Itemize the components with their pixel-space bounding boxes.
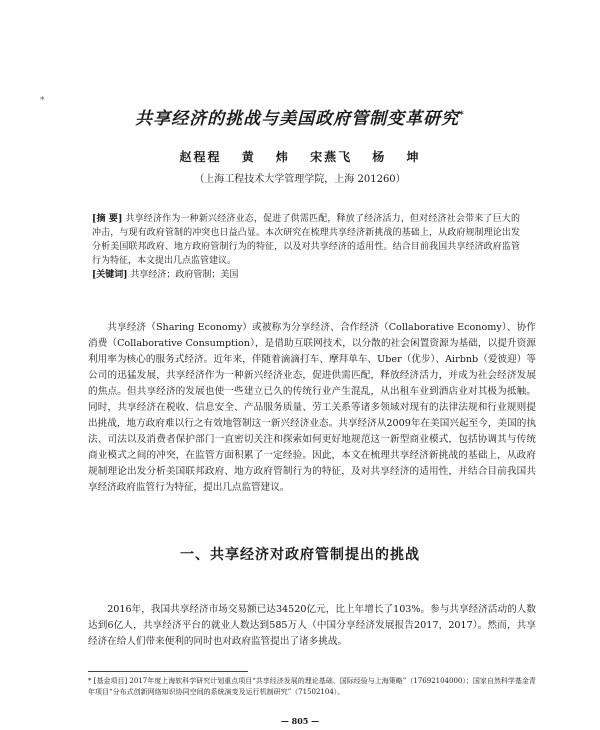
left-margin-mark: * [40, 96, 45, 106]
author-name: 赵程程 [179, 150, 222, 164]
abstract-paragraph [92, 212, 520, 268]
body-paragraph-intro: 共享经济（Sharing Economy）或被称为分享经济、合作经济（Collaborative Economy）、协作消费（Collaborative Consumption），是借助互联网技术，以分散的社会闲置资源为基础，以提升资源利用率为核心的服务式经济。近年来，伴随着滴滴打车、摩拜单车、Uber（优步）、Airbnb（爱彼迎）等公司的迅猛发展，共享经济作为一种新兴经济业态，促进供需匹配，释放经济活力，并成为社会经济发展的焦点。但共享经济的发展也使一些建立已久的传统行业产生混乱，从出租车业到酒店业对其极为抵触。同时，共享经济在税收、信息安全、产品服务质量、劳工关系等诸多领域对现有的法律法规和行业规则提出挑战，地方政府难以行之有效地管制这一新兴经济业态。共享经济从2009年在美国兴起至今，美国的执法、司法以及消费者保护部门一直密切关注和探索如何更好地规范这一新型商业模式，包括协调其与传统商业模式之间的冲突，在监管方面积累了一定经验。因此，本文在梳理共享经济新挑战的基础上，从政府规制理论出发分析美国联邦政府、地方政府管制行为的特征，及对共享经济的适用性，并结合目前我国共享经济政府监管行为特征，提出几点监管建议。 [88, 322, 536, 493]
body-paragraph-section1: 2016年，我国共享经济市场交易额已达34520亿元，比上年增长了103%。参与共享经济活动的人数达到6亿人，共享经济平台的就业人数达到585万人（中国分享经济发展报告2017，2017）。然而，共享经济在给人们带来便利的同时也对政府监管提出了诸多挑战。 [88, 604, 536, 647]
page-number: — 805 — [280, 716, 320, 726]
section-heading: 一、共享经济对政府管制提出的挑战 [180, 547, 420, 563]
keywords-line [92, 268, 520, 282]
affiliation: （上海工程技术大学管理学院，上海 201260） [194, 174, 406, 185]
keywords-text: 共享经济；政府管制；美国 [130, 270, 239, 280]
abstract-block [92, 212, 520, 282]
abstract-text: 共享经济作为一种新兴经济业态，促进了供需匹配，释放了经济活力，但对经济社会带来了巨大的冲击，与现有政府管制的冲突也日益凸显。本次研究在梳理共享经济新挑战的基础上，从政府规制理论出发分析美国联邦政府、地方政府管制行为的特征，以及对共享经济的适用性。结合目前我国共享经济政府监管行为特征，本文提出几点监管建议。 [92, 214, 520, 266]
author-name: 宋燕飞 [310, 150, 353, 164]
abstract-label: [摘 要] [92, 214, 123, 224]
title-footnote-mark: * [459, 110, 465, 121]
funding-footnote: * [基金项目] 2017年度上海软科学研究计划重点项目“共享经济发展的理论基础、国际经验与上海策略”（17692104000）；国家自然科学基金青年项目“分布式创新网络知识协同空间的系统演变及运行机制研究”（71502104）。 [88, 677, 536, 696]
keywords-label: [关键词] [92, 270, 128, 280]
author-name: 黄 炜 [241, 150, 290, 164]
footnote-divider [88, 671, 248, 672]
author-list [0, 148, 600, 165]
paper-title-text: 共享经济的挑战与美国政府管制变革研究 [135, 109, 460, 129]
author-name: 杨 坤 [372, 150, 421, 164]
paper-title [0, 104, 600, 129]
